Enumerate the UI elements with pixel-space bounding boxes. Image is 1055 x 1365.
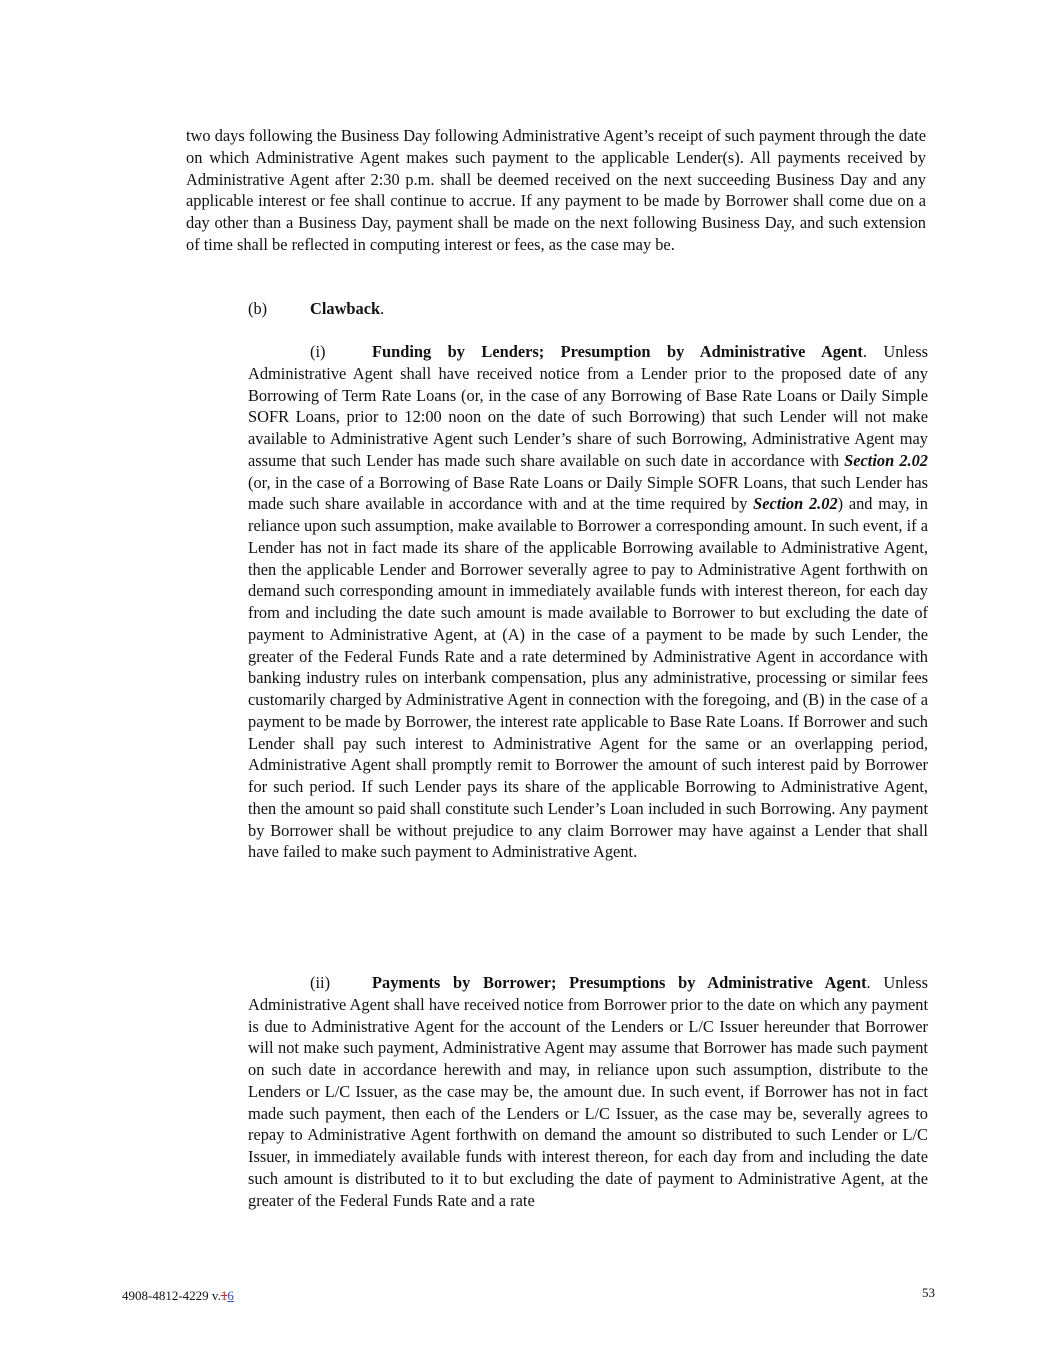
- subsection-i-text-3: ) and may, in reliance upon such assumption, make available to Borrower a corresponding amount. In such event, if a Lender has not in fact made its share of the applicable Borrowing available to Administrative Agent, then the applicable Lender and Borrower severally agree to pay to Administrative Agent forthwith on demand such corresponding amount in immediately available funds with interest thereon, for each day from and including the date such amount is made available to Borrower to but excluding the date of payment to Administrative Agent, at (A) in the case of a payment to be made by such Lender, the greater of the Federal Funds Rate and a rate determined by Administrative Agent in accordance with banking industry rules on interbank compensation, plus any administrative, processing or similar fees customarily charged by Administrative Agent in connection with the foregoing, and (B) in the case of a payment to be made by Borrower, the interest rate applicable to Base Rate Loans. If Borrower and such Lender shall pay such interest to Administrative Agent for the same or an overlapping period, Administrative Agent shall promptly remit to Borrower the amount of such interest paid by Borrower for such period. If such Lender pays its share of the applicable Borrowing to Administrative Agent, then the amount so paid shall constitute such Lender’s Loan included in such Borrowing. Any payment by Borrower shall be without prejudice to any claim Borrower may have against a Lender that shall have failed to make such payment to Administrative Agent.: [248, 494, 929, 862]
- subsection-i-heading: Funding by Lenders; Presumption by Administrative Agent: [372, 342, 863, 361]
- footer-version-deleted: 1: [220, 1288, 228, 1303]
- subsection-i-section-ref-2: Section 2.02: [753, 494, 838, 514]
- footer-document-id: [122, 1288, 234, 1304]
- subsection-ii-number: (ii): [310, 973, 331, 992]
- intro-paragraph: two days following the Business Day following Administrative Agent’s receipt of such payment through the date on which Administrative Agent makes such payment to the applicable Lender(s). All payments received by Administrative Agent after 2:30 p.m. shall be deemed received on the next succeeding Business Day and any applicable interest or fee shall continue to accrue. If any payment to be made by Borrower shall come due on a day other than a Business Day, payment shall be made on the next following Business Day, and such extension of time shall be reflected in computing interest or fees, as the case may be.: [186, 126, 926, 254]
- subsection-ii-heading: Payments by Borrower; Presumptions by Administrative Agent: [372, 973, 867, 992]
- footer-version-inserted: 6: [227, 1288, 234, 1303]
- section-b-heading: Clawback: [310, 299, 381, 318]
- subsection-i-number: (i): [310, 342, 326, 361]
- section-b-number: (b): [248, 299, 268, 318]
- subsection-i-text-2: (or, in the case of a Borrowing of Base Rate Loans or Daily Simple SOFR Loans, that such Lender has made such share available in accordance with and at the time required by: [248, 472, 928, 514]
- footer-doc-id-text: 4908-4812-4229 v.: [122, 1288, 221, 1303]
- subsection-i-paragraph: [248, 341, 928, 863]
- subsection-i-text-1: . Unless Administrative Agent shall have received notice from a Lender prior to the proposed date of any Borrowing of Term Rate Loans (or, in the case of any Borrowing of Base Rate Loans or Daily Simple SOFR Loans, prior to 12:00 noon on the date of such Borrowing) that such Lender will not make available to Administrative Agent such Lender’s share of such Borrowing, Administrative Agent may assume that such Lender has made such share available on such date in accordance with: [248, 342, 928, 470]
- page-number: 53: [922, 1285, 935, 1300]
- section-b-heading-line: [248, 298, 928, 320]
- section-b-heading-period: .: [380, 299, 385, 318]
- subsection-ii-paragraph: [248, 972, 928, 1211]
- subsection-i-section-ref-1: Section 2.02: [844, 450, 929, 470]
- subsection-ii-text-1: . Unless Administrative Agent shall have received notice from Borrower prior to the date on which any payment is due to Administrative Agent for the account of the Lenders or L/C Issuer hereunder that Borrower will not make such payment, Administrative Agent may assume that Borrower has made such payment on such date in accordance herewith and may, in reliance upon such assumption, distribute to the Lenders or L/C Issuer, as the case may be, the amount due. In such event, if Borrower has not in fact made such payment, then each of the Lenders or L/C Issuer, as the case may be, severally agrees to repay to Administrative Agent forthwith on demand the amount so distributed to such Lender or L/C Issuer, in immediately available funds with interest thereon, for each day from and including the date such amount is distributed to it to but excluding the date of payment to Administrative Agent, at the greater of the Federal Funds Rate and a rate: [248, 973, 928, 1210]
